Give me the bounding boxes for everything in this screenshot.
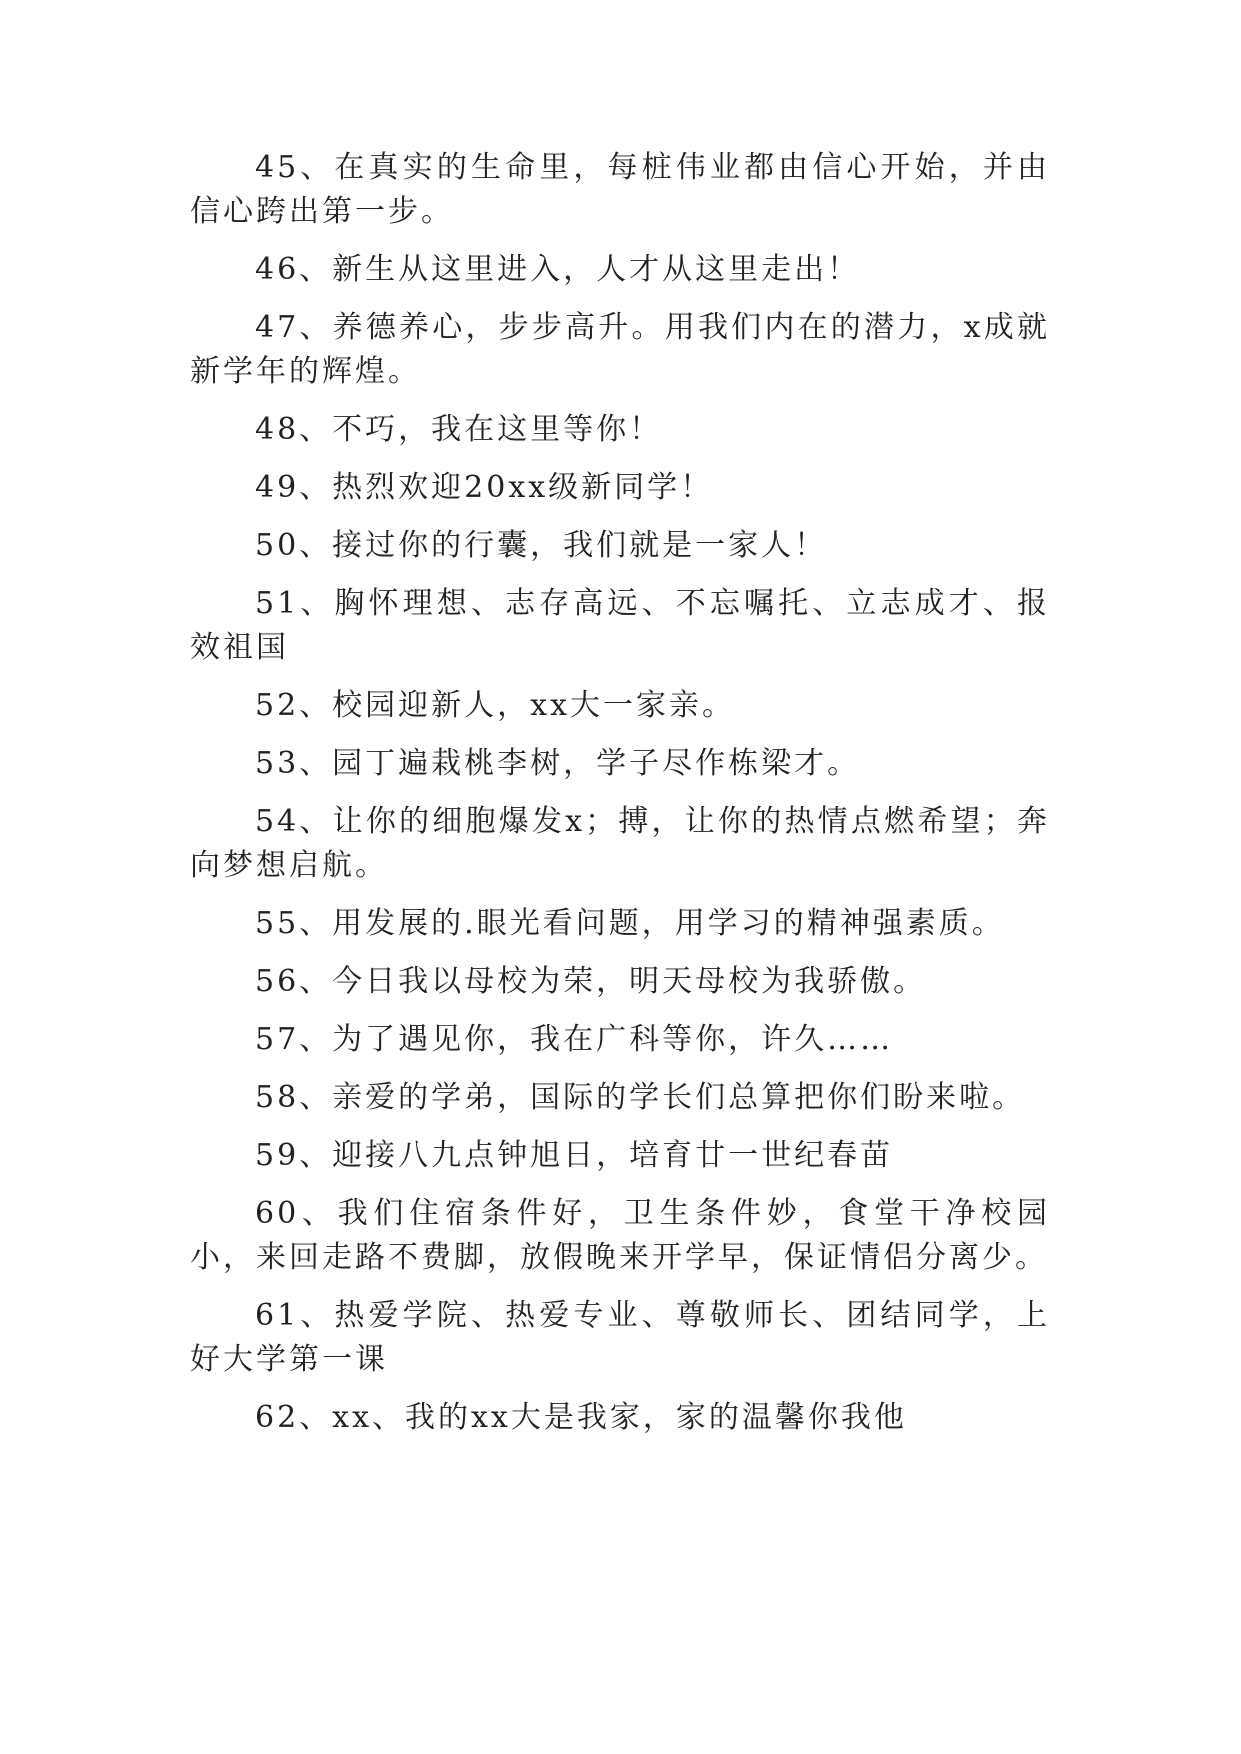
paragraph-55: 55、用发展的.眼光看问题，用学习的精神强素质。: [255, 906, 1005, 941]
document-body: [190, 146, 1050, 1454]
paragraph-58: 58、亲爱的学弟，国际的学长们总算把你们盼来啦。: [255, 1080, 1026, 1115]
paragraph-61: 61、热爱学院、热爱专业、尊敬师长、团结同学，上好大学第一课: [190, 1298, 1050, 1377]
paragraph-51: 51、胸怀理想、志存高远、不忘嘱托、立志成才、报效祖国: [190, 586, 1050, 665]
paragraph-57: 57、为了遇见你，我在广科等你，许久……: [255, 1022, 894, 1057]
paragraph-56: 56、今日我以母校为荣，明天母校为我骄傲。: [255, 964, 927, 999]
paragraph-62: 62、xx、我的xx大是我家，家的温馨你我他: [255, 1400, 907, 1435]
paragraph-49: 49、热烈欢迎20xx级新同学！: [255, 470, 714, 505]
paragraph-53: 53、园丁遍栽桃李树，学子尽作栋梁才。: [255, 746, 861, 781]
paragraph-59: 59、迎接八九点钟旭日，培育廿一世纪春苗: [255, 1138, 894, 1173]
paragraph-54: 54、让你的细胞爆发x；搏，让你的热情点燃希望；奔向梦想启航。: [190, 804, 1050, 883]
paragraph-52: 52、校园迎新人，xx大一家亲。: [255, 688, 736, 723]
paragraph-47: 47、养德养心，步步高升。用我们内在的潜力，x成就新学年的辉煌。: [190, 310, 1050, 389]
paragraph-46: 46、新生从这里进入，人才从这里走出！: [255, 252, 861, 287]
paragraph-45: 45、在真实的生命里，每桩伟业都由信心开始，并由信心跨出第一步。: [190, 150, 1050, 229]
paragraph-48: 48、不巧，我在这里等你！: [255, 412, 663, 447]
paragraph-60: 60、我们住宿条件好，卫生条件妙，食堂干净校园小，来回走路不费脚，放假晚来开学早，保证情侣分离少。: [190, 1196, 1050, 1275]
paragraph-50: 50、接过你的行囊，我们就是一家人！: [255, 528, 828, 563]
